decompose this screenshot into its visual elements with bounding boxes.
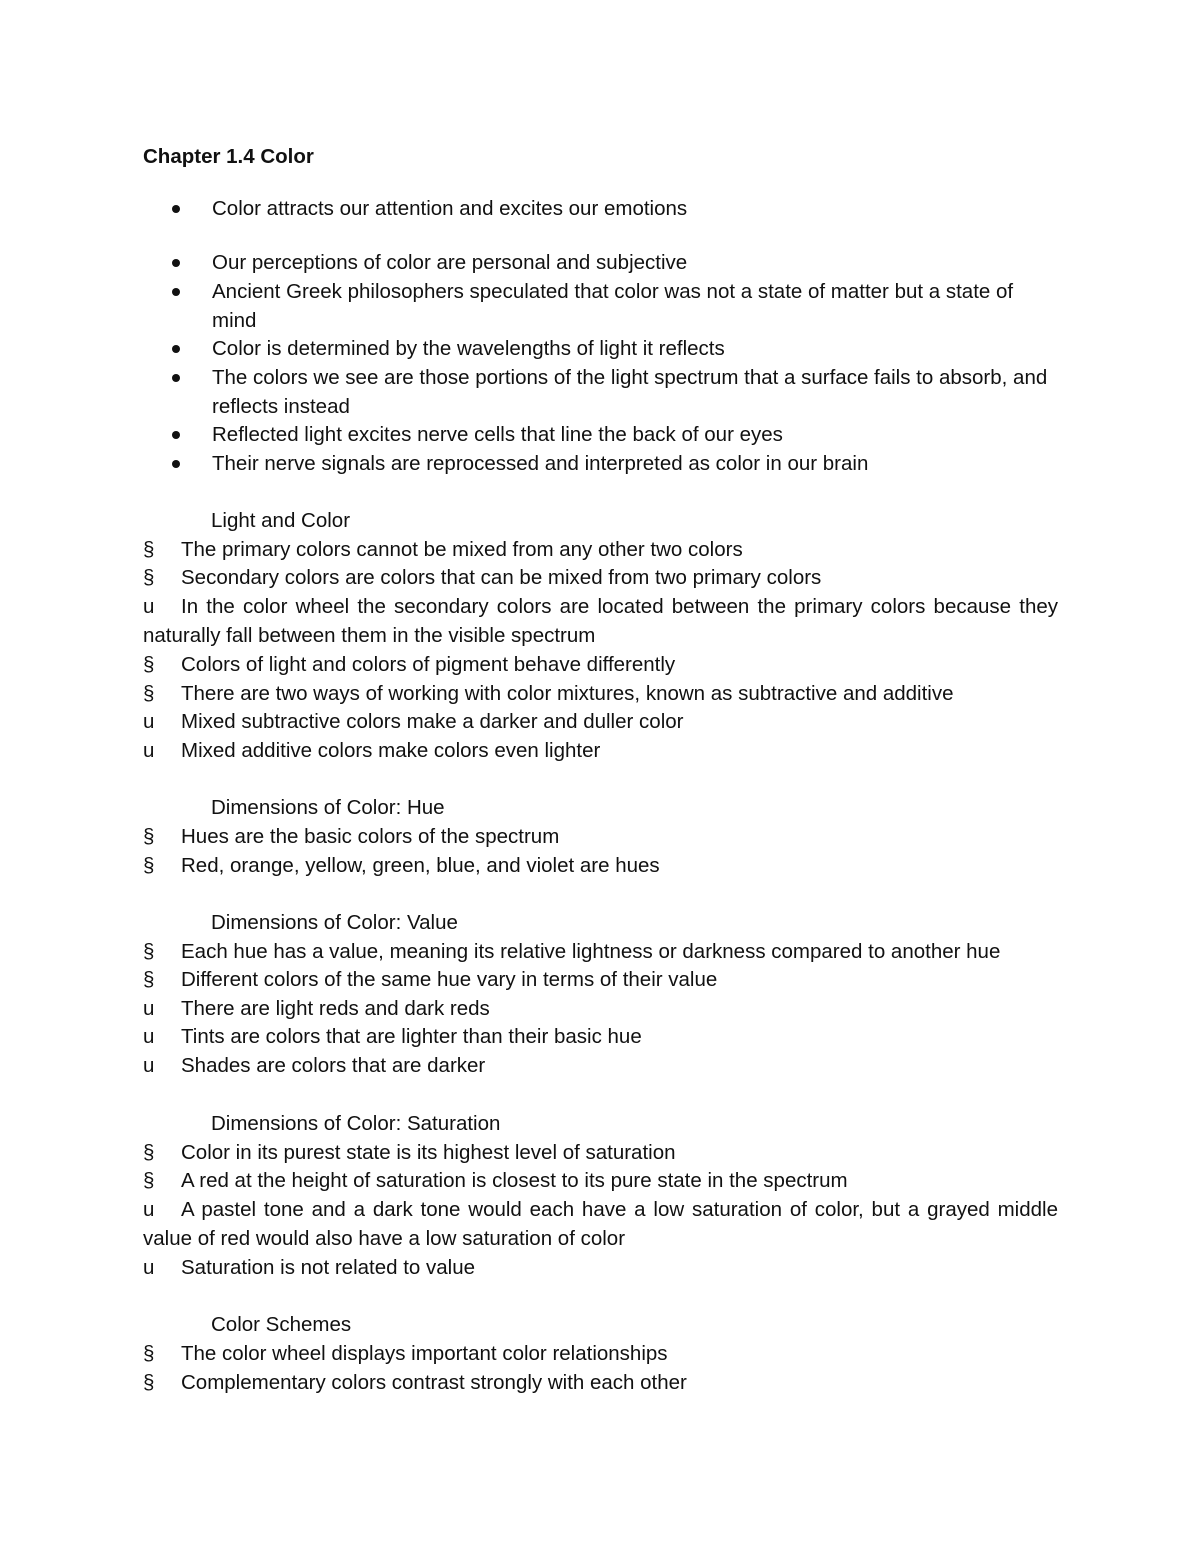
bullet-icon: [172, 374, 180, 382]
list-item: [143, 707, 1058, 736]
list-item-text: Colors of light and colors of pigment behave differently: [181, 653, 676, 676]
section-heading: Dimensions of Color: Hue: [211, 796, 445, 819]
bullet-text: The colors we see are those portions of the light spectrum that a surface fails to absorb, and reflects instead: [212, 366, 1048, 418]
list-item-text: Red, orange, yellow, green, blue, and violet are hues: [181, 854, 660, 877]
list-item-text: Complementary colors contrast strongly with each other: [181, 1371, 687, 1394]
list-item: [143, 1368, 1058, 1397]
list-marker: u: [143, 1054, 155, 1077]
list-item-text: Tints are colors that are lighter than their basic hue: [181, 1025, 642, 1048]
list-item-text: There are light reds and dark reds: [181, 997, 490, 1020]
list-item-text: The primary colors cannot be mixed from any other two colors: [181, 538, 743, 561]
list-item-text: Mixed additive colors make colors even lighter: [181, 739, 601, 762]
list-item: [143, 822, 1058, 851]
list-marker: u: [143, 1256, 155, 1279]
list-marker: u: [143, 739, 155, 762]
list-item: [143, 1138, 1058, 1167]
bullet-text: Color attracts our attention and excites our emotions: [212, 197, 688, 220]
list-marker: §: [143, 854, 155, 877]
bullet-icon: [172, 431, 180, 439]
list-item: [143, 851, 1058, 880]
list-item-text: A red at the height of saturation is closest to its pure state in the spectrum: [181, 1169, 848, 1192]
list-marker: u: [143, 1025, 155, 1048]
list-item-text: Each hue has a value, meaning its relative lightness or darkness compared to another hue: [181, 940, 1001, 963]
list-item: [143, 994, 1058, 1023]
list-item-text: Hues are the basic colors of the spectrum: [181, 825, 560, 848]
bullet-icon: [172, 288, 180, 296]
list-marker: u: [143, 710, 155, 733]
list-item-text: A pastel tone and a dark tone would each have a low saturation of color, but a grayed middle value of red would also have a low saturation of color: [143, 1198, 1058, 1250]
list-item-text: Different colors of the same hue vary in terms of their value: [181, 968, 718, 991]
bullet-text: Our perceptions of color are personal and subjective: [212, 251, 688, 274]
list-item: [143, 1022, 1058, 1051]
list-marker: §: [143, 968, 155, 991]
list-item: [143, 1195, 1058, 1253]
list-marker: §: [143, 940, 155, 963]
list-item: [143, 736, 1058, 765]
list-marker: §: [143, 653, 155, 676]
list-item-text: Saturation is not related to value: [181, 1256, 476, 1279]
list-marker: u: [143, 997, 155, 1020]
bullet-icon: [172, 460, 180, 468]
list-item: [143, 592, 1058, 650]
list-item: [143, 650, 1058, 679]
list-item-text: There are two ways of working with color mixtures, known as subtractive and additive: [181, 682, 954, 705]
bullet-text: Color is determined by the wavelengths of light it reflects: [212, 337, 725, 360]
list-marker: §: [143, 566, 155, 589]
bullet-icon: [172, 205, 180, 213]
list-marker: §: [143, 682, 155, 705]
list-item-text: Shades are colors that are darker: [181, 1054, 486, 1077]
bullet-text: Ancient Greek philosophers speculated that color was not a state of matter but a state of mind: [212, 280, 1014, 332]
list-item: [143, 535, 1058, 564]
list-marker: §: [143, 1342, 155, 1365]
list-item-text: In the color wheel the secondary colors are located between the primary colors because they naturally fall between them in the visible spectrum: [143, 595, 1058, 647]
page-title: Chapter 1.4 Color: [143, 145, 314, 168]
section-heading: Dimensions of Color: Saturation: [211, 1112, 501, 1135]
list-marker: §: [143, 1371, 155, 1394]
list-item: [143, 937, 1058, 966]
section-heading: Light and Color: [211, 509, 351, 532]
list-marker: u: [143, 595, 155, 618]
list-item-text: Mixed subtractive colors make a darker and duller color: [181, 710, 684, 733]
list-marker: §: [143, 538, 155, 561]
list-marker: §: [143, 825, 155, 848]
bullet-text: Their nerve signals are reprocessed and interpreted as color in our brain: [212, 452, 869, 475]
list-item: [143, 1339, 1058, 1368]
list-item: [143, 1051, 1058, 1080]
list-marker: §: [143, 1169, 155, 1192]
list-item: [143, 1166, 1058, 1195]
list-item-text: The color wheel displays important color relationships: [181, 1342, 668, 1365]
list-marker: §: [143, 1141, 155, 1164]
list-item: [143, 1253, 1058, 1282]
list-marker: u: [143, 1198, 155, 1221]
bullet-icon: [172, 345, 180, 353]
list-item-text: Color in its purest state is its highest level of saturation: [181, 1141, 676, 1164]
bullet-icon: [172, 259, 180, 267]
list-item-text: Secondary colors are colors that can be mixed from two primary colors: [181, 566, 822, 589]
list-item: [143, 563, 1058, 592]
list-item: [143, 965, 1058, 994]
section-heading: Color Schemes: [211, 1313, 352, 1336]
section-heading: Dimensions of Color: Value: [211, 911, 458, 934]
list-item: [143, 679, 1058, 708]
bullet-text: Reflected light excites nerve cells that line the back of our eyes: [212, 423, 783, 446]
